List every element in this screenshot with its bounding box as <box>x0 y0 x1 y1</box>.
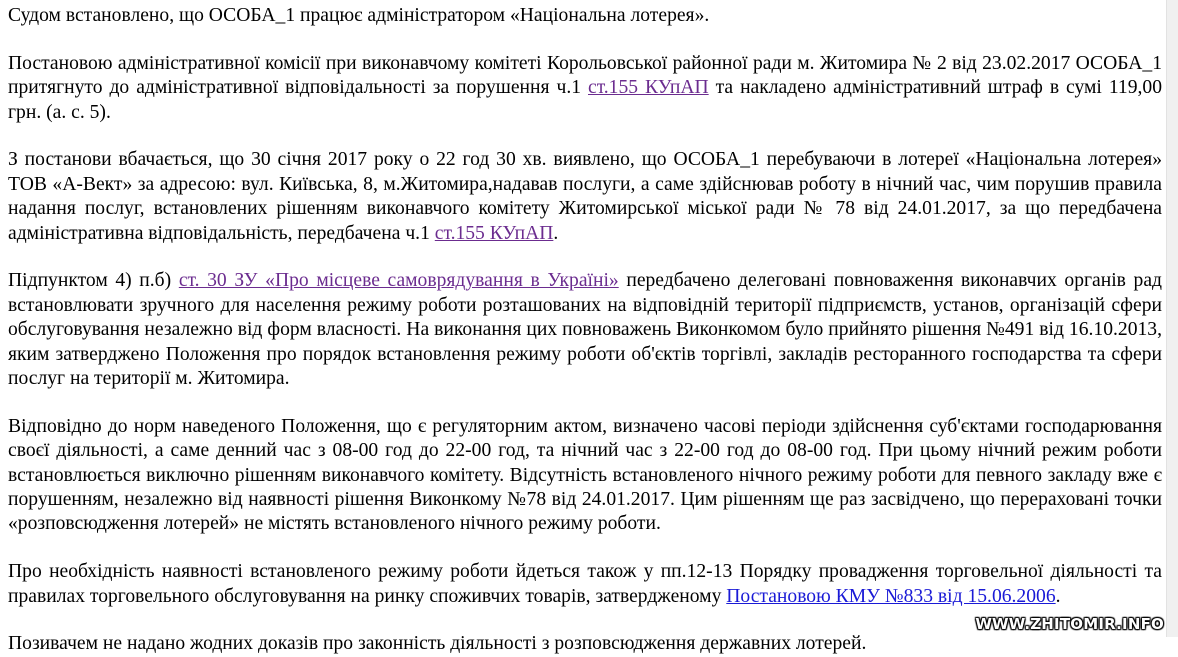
paragraph-no-evidence <box>8 632 1162 656</box>
paragraph-text: Про необхідність наявності встановленого режиму роботи йдеться також у пп.12-13 Порядку провадження торговельної діяльності та правилах торговельного обслуговування на ринку споживчих товарів, затвердженому <box>8 561 1162 606</box>
link-art-155-kupap[interactable]: ст.155 КУпАП <box>588 77 709 98</box>
vertical-scrollbar[interactable] <box>1166 0 1178 637</box>
paragraph-regulation-periods <box>8 415 1162 537</box>
paragraph-text: . <box>1056 586 1061 607</box>
site-watermark: WWW.ZHITOMIR.INFO <box>975 615 1164 633</box>
link-art-155-kupap[interactable]: ст.155 КУпАП <box>435 223 554 244</box>
paragraph-court-finding <box>8 4 1162 28</box>
paragraph-text: Судом встановлено, що ОСОБА_1 працює адміністратором «Національна лотерея». <box>8 5 709 26</box>
paragraph-text: та накладено адміністративний штраф в сумі 119,00 грн. (а. с. 5). <box>8 77 1162 122</box>
paragraph-text: З постанови вбачається, що 30 січня 2017 року о 22 год 30 хв. виявлено, що ОСОБА_1 перебуваючи в лотереї «Національна лотерея» ТОВ «А-Вект» за адресою: вул. Київська, 8, м.Житомира,надавав послуги, а саме здійснював роботу в нічний час, чим порушив правила надання послуг, встановлених рішенням виконавчого комітету Житомирської міської ради № 78 від 24.01.2017, за що передбачена адміністративна відповідальність, передбачена ч.1 <box>8 149 1162 243</box>
link-cmu-resolution-833[interactable]: Постановою КМУ №833 від 15.06.2006 <box>726 586 1055 607</box>
paragraph-local-government-law <box>8 269 1162 391</box>
paragraph-text: передбачено делеговані повноваження виконавчих органів рад встановлювати зручного для населення режиму роботи розташованих на відповідній території підприємств, установ, організацій сфери обслуговування незалежно від форм власності. На виконання цих повноважень Виконкомом було прийнято рішення №491 від 16.10.2013, яким затверджено Положення про порядок встановлення режиму роботи об'єктів торгівлі, закладів ресторанного господарства та сфери послуг на території м. Житомира. <box>8 270 1162 389</box>
paragraph-text: Відповідно до норм наведеного Положення, що є регуляторним актом, визначено часові періоди здійснення суб'єктами господарювання своєї діяльності, а саме денний час з 08-00 год до 22-00 год, та нічний час з 22-00 год до 08-00 год. При цьому нічний режим роботи встановлюється виключно рішенням виконавчого комітету. Відсутність встановленого нічного режиму роботи для певного закладу вже є порушенням, незалежно від наявності рішення Виконкому №78 від 24.01.2017. Цим рішенням ще раз засвідчено, що перераховані точки «розповсюдження лотерей» не містять встановленого нічного режиму роботи. <box>8 416 1162 535</box>
paragraph-text: Постановою адміністративної комісії при виконавчому комітеті Корольовської районної ради м. Житомира № 2 від 23.02.2017 ОСОБА_1 притягнуто до адміністративної відповідальності за порушення ч.1 <box>8 53 1162 98</box>
paragraph-resolution-details <box>8 148 1162 246</box>
link-local-government-law[interactable]: ст. 30 ЗУ «Про місцеве самоврядування в Україні» <box>179 270 619 291</box>
paragraph-trade-procedure <box>8 560 1162 609</box>
paragraph-admin-commission <box>8 52 1162 125</box>
paragraph-text: Підпунктом 4) п.б) <box>8 270 179 291</box>
paragraph-text: Позивачем не надано жодних доказів про законність діяльності з розповсюдження державних лотерей. <box>8 633 866 654</box>
paragraph-text: . <box>553 223 558 244</box>
